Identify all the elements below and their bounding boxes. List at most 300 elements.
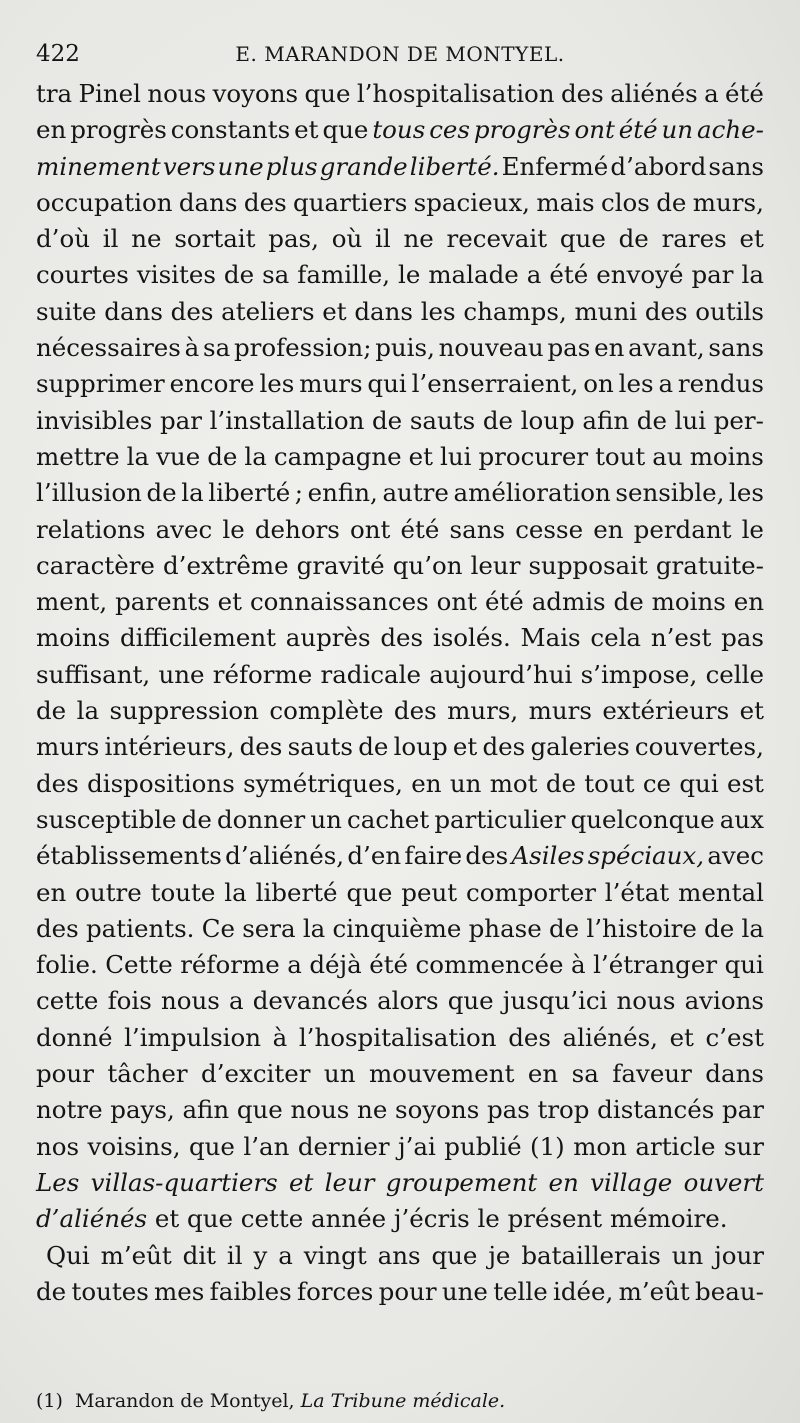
- word: quartiers: [293, 187, 408, 217]
- text-line: [36, 947, 764, 983]
- word: a: [228, 986, 244, 1016]
- italic-word: liberté.: [409, 151, 500, 181]
- word: de: [636, 405, 667, 435]
- text-line: [36, 221, 764, 257]
- word: moins: [36, 623, 111, 653]
- word: nous: [147, 79, 207, 108]
- word: un: [310, 804, 342, 834]
- word: à: [184, 333, 200, 363]
- word: que: [188, 1131, 235, 1161]
- word: ont: [436, 587, 478, 617]
- italic-phrase: d’aliénés: [36, 1204, 148, 1234]
- word: tâcher: [107, 1059, 188, 1089]
- word: de: [358, 732, 389, 762]
- word: été: [400, 514, 440, 544]
- word: cesse: [515, 514, 584, 544]
- word: susceptible: [36, 804, 177, 834]
- text-line: [36, 366, 764, 402]
- word: en: [36, 115, 67, 145]
- word: envoyé: [596, 260, 684, 290]
- word: pays,: [110, 1095, 175, 1125]
- word: sans: [708, 151, 764, 181]
- word: pas: [547, 333, 591, 363]
- word: le: [397, 260, 421, 290]
- word: sortait: [174, 224, 256, 254]
- word: amélioration: [453, 478, 611, 508]
- word: les: [259, 369, 295, 399]
- word: aujourd’hui: [429, 659, 573, 689]
- word: sa: [262, 260, 290, 290]
- word: qui: [724, 950, 764, 980]
- word: pas,: [268, 224, 319, 254]
- word: de: [656, 187, 687, 217]
- word: autre: [382, 478, 449, 508]
- text-line: [36, 112, 764, 148]
- word: la: [224, 877, 247, 907]
- word: on: [583, 369, 614, 399]
- footnote-author: Marandon de Montyel,: [74, 1390, 295, 1412]
- word: jusqu’ici: [502, 986, 608, 1016]
- word: gravité: [296, 550, 385, 580]
- word: des: [239, 732, 283, 762]
- word: symétriques,: [243, 768, 403, 798]
- text-line: [36, 729, 764, 765]
- word: la: [244, 441, 267, 471]
- word: Cette: [105, 950, 173, 980]
- word: en: [411, 768, 442, 798]
- word: beau-: [695, 1276, 764, 1306]
- word: ment,: [36, 587, 108, 617]
- word: en: [593, 514, 624, 544]
- body-text: [36, 76, 764, 1310]
- word: été: [484, 587, 524, 617]
- word: des: [482, 732, 526, 762]
- word: outils: [695, 296, 764, 326]
- word: voisins,: [87, 1131, 181, 1161]
- word: connaissances: [249, 587, 429, 617]
- word: pour: [378, 1276, 437, 1306]
- text-line: [36, 875, 764, 911]
- text-line: [36, 257, 764, 293]
- italic-word: groupement: [385, 1167, 538, 1197]
- word: l’an: [243, 1131, 290, 1161]
- word: devancés: [252, 986, 368, 1016]
- word: sauts: [287, 732, 353, 762]
- word: de: [618, 224, 649, 254]
- text-line: [36, 403, 764, 439]
- word: folie.: [36, 950, 98, 980]
- word: des: [36, 913, 79, 943]
- word: qui: [367, 369, 407, 399]
- word: à: [272, 1022, 288, 1052]
- word: cinquième: [332, 913, 462, 943]
- word: d’où: [36, 224, 91, 254]
- word: mental: [678, 877, 764, 907]
- word: aux: [719, 804, 764, 834]
- word: nous: [160, 986, 220, 1016]
- word: invisibles: [36, 405, 153, 435]
- italic-word: villas-quartiers: [90, 1167, 278, 1197]
- word: été: [369, 950, 409, 980]
- word: notre: [36, 1095, 103, 1125]
- word: dit: [182, 1240, 217, 1270]
- word: article: [635, 1131, 716, 1161]
- word: procurer: [478, 441, 589, 471]
- word: la: [181, 478, 204, 508]
- word: voyons: [212, 79, 299, 108]
- word: supposait: [528, 550, 648, 580]
- word: constants: [170, 115, 291, 145]
- word: pas: [486, 1095, 530, 1125]
- word: des: [243, 187, 287, 217]
- word: alors: [377, 986, 439, 1016]
- word: gratuite-: [655, 550, 764, 580]
- word: des: [380, 623, 424, 653]
- word: quelconque: [570, 804, 715, 834]
- text-line: [36, 1274, 764, 1310]
- word: sa: [203, 333, 231, 363]
- text-run: et que cette année j’écris le présent mémoire.: [147, 1204, 728, 1234]
- word: avant,: [628, 333, 705, 363]
- word: nécessaires: [36, 333, 181, 363]
- text-line: [36, 1056, 764, 1092]
- text-line: [36, 149, 764, 185]
- word: la: [302, 913, 326, 943]
- word: difficilement: [119, 623, 276, 653]
- word: radicale: [320, 659, 421, 689]
- word: murs: [299, 369, 363, 399]
- word: donné: [36, 1022, 113, 1052]
- word: un: [449, 768, 482, 798]
- italic-word: Asiles: [511, 841, 585, 871]
- word: dans: [705, 1059, 764, 1089]
- italic-word: progrès: [473, 115, 571, 145]
- italic-word: une: [217, 151, 264, 181]
- text-line: [36, 911, 764, 947]
- word: j’ai: [398, 1131, 436, 1161]
- word: l’impulsion: [124, 1022, 262, 1052]
- word: malade: [428, 260, 519, 290]
- word: un: [323, 1059, 356, 1089]
- word: et: [669, 1022, 694, 1052]
- italic-word: vers: [162, 151, 216, 181]
- word: patients.: [86, 913, 195, 943]
- word: Mais: [520, 623, 581, 653]
- word: Enfermé: [501, 151, 609, 181]
- word: ce: [642, 768, 672, 798]
- word: de: [545, 768, 576, 798]
- word: moins: [689, 441, 764, 471]
- word: au: [652, 441, 683, 471]
- word: particulier: [434, 804, 566, 834]
- text-line: [36, 512, 764, 548]
- word: qui: [679, 768, 719, 798]
- word: vingt: [303, 1240, 367, 1270]
- italic-word: minement: [36, 151, 161, 181]
- word: Pinel: [78, 79, 141, 108]
- word: l’hospitalisation: [356, 79, 555, 108]
- word: soyons: [395, 1095, 480, 1125]
- italic-word: été: [618, 115, 658, 145]
- word: idée,: [553, 1276, 614, 1306]
- word: murs,: [447, 696, 519, 726]
- word: suppression: [109, 696, 259, 726]
- word: mot: [489, 768, 538, 798]
- word: loup: [393, 732, 448, 762]
- word: que: [431, 1240, 478, 1270]
- text-line: [36, 1165, 764, 1201]
- italic-word: ces: [429, 115, 470, 145]
- word: Qui: [46, 1240, 90, 1270]
- word: pas: [721, 623, 764, 653]
- word: forces: [297, 1276, 374, 1306]
- word: bataillerais: [521, 1240, 661, 1270]
- text-line: [36, 620, 764, 656]
- text-line: [36, 1129, 764, 1165]
- word: publié: [444, 1131, 522, 1161]
- word: outre: [75, 877, 142, 907]
- word: lui: [440, 441, 472, 471]
- word: rares: [661, 224, 727, 254]
- word: phase: [468, 913, 542, 943]
- footnote-marker: (1): [36, 1390, 63, 1412]
- word: complète: [269, 696, 384, 726]
- word: cette: [36, 986, 99, 1016]
- word: mon: [573, 1131, 627, 1161]
- word: liberté: [208, 478, 291, 508]
- word: de: [372, 405, 403, 435]
- word: cachet: [347, 804, 430, 834]
- word: Ce: [201, 913, 235, 943]
- word: que: [559, 224, 606, 254]
- word: réforme: [180, 950, 280, 980]
- word: c’est: [705, 1022, 764, 1052]
- word: a: [704, 79, 719, 108]
- italic-word: leur: [324, 1167, 375, 1197]
- word: et: [294, 115, 319, 145]
- text-line: [36, 584, 764, 620]
- word: m’eût: [618, 1276, 690, 1306]
- word: des: [560, 79, 604, 108]
- word: par: [159, 405, 202, 435]
- word: loup: [520, 405, 575, 435]
- word: ;: [294, 478, 304, 508]
- word: courtes: [36, 260, 129, 290]
- text-line: [36, 838, 764, 874]
- word: ateliers: [221, 296, 315, 326]
- word: de: [181, 804, 212, 834]
- word: suffisant,: [36, 659, 151, 689]
- word: toute: [150, 877, 216, 907]
- word: les: [420, 296, 456, 326]
- word: donner: [217, 804, 306, 834]
- word: qu’on: [392, 550, 463, 580]
- word: nos: [36, 1131, 80, 1161]
- word: toutes: [71, 1276, 149, 1306]
- word: que: [304, 79, 351, 108]
- text-line: [36, 693, 764, 729]
- word: mettre: [36, 441, 120, 471]
- word: des: [465, 841, 509, 871]
- word: extérieurs: [602, 696, 730, 726]
- word: murs: [528, 696, 592, 726]
- word: muni: [574, 296, 638, 326]
- word: perdant: [633, 514, 732, 544]
- word: de: [146, 478, 177, 508]
- word: de: [36, 1276, 67, 1306]
- word: spacieux,: [413, 187, 530, 217]
- word: un: [671, 1240, 704, 1270]
- word: en: [594, 333, 625, 363]
- italic-word: grande: [319, 151, 408, 181]
- word: de: [704, 913, 735, 943]
- word: par: [721, 1095, 764, 1125]
- word: de: [207, 441, 238, 471]
- word: s’impose,: [580, 659, 698, 689]
- word: champs,: [463, 296, 567, 326]
- word: faibles: [209, 1276, 292, 1306]
- word: sera: [242, 913, 296, 943]
- word: moins: [651, 587, 726, 617]
- word: les: [729, 478, 764, 508]
- word: que: [346, 877, 393, 907]
- word: l’enserraient,: [411, 369, 579, 399]
- word: puis,: [375, 333, 435, 363]
- word: les: [618, 369, 654, 399]
- italic-word: un: [661, 115, 694, 145]
- word: sa: [571, 1059, 599, 1089]
- word: progrès: [70, 115, 167, 145]
- word: la: [741, 913, 764, 943]
- word: pour: [36, 1059, 94, 1089]
- italic-word: et: [289, 1167, 314, 1197]
- word: de: [223, 260, 255, 290]
- word: campagne: [273, 441, 402, 471]
- word: des: [170, 296, 214, 326]
- word: couvertes,: [634, 732, 764, 762]
- text-line: [36, 657, 764, 693]
- word: en: [527, 1059, 559, 1089]
- word: leur: [470, 550, 521, 580]
- word: nous: [616, 986, 676, 1016]
- word: l’histoire: [586, 913, 697, 943]
- word: supprimer: [36, 369, 165, 399]
- text-line: [36, 766, 764, 802]
- word: en: [36, 877, 67, 907]
- italic-word: ont: [574, 115, 615, 145]
- word: peut: [401, 877, 458, 907]
- word: lui: [674, 405, 707, 435]
- text-line: [36, 802, 764, 838]
- word: m’eût: [100, 1240, 172, 1270]
- word: que: [447, 986, 494, 1016]
- word: nous: [290, 1095, 350, 1125]
- word: enfin,: [307, 478, 378, 508]
- word: de: [482, 405, 514, 435]
- word: celle: [705, 659, 764, 689]
- word: dans: [354, 296, 413, 326]
- word: comporter: [466, 877, 596, 907]
- word: ne: [357, 1095, 388, 1125]
- word: (1): [530, 1131, 565, 1161]
- word: afin: [182, 1095, 230, 1125]
- word: dispositions: [87, 768, 235, 798]
- word: de: [549, 913, 580, 943]
- word: des: [36, 768, 79, 798]
- word: y: [253, 1240, 268, 1270]
- word: tout: [595, 441, 646, 471]
- word: tout: [584, 768, 635, 798]
- word: d’en: [347, 841, 402, 871]
- word: mais: [536, 187, 595, 217]
- italic-word: ouvert: [683, 1167, 764, 1197]
- word: sauts: [409, 405, 476, 435]
- word: la: [126, 441, 150, 471]
- italic-word: plus: [265, 151, 318, 181]
- word: ne: [131, 224, 162, 254]
- word: a: [287, 950, 302, 980]
- word: déjà: [309, 950, 362, 980]
- word: relations: [36, 514, 146, 544]
- word: mes: [154, 1276, 205, 1306]
- text-line: [36, 185, 764, 221]
- word: galeries: [530, 732, 630, 762]
- word: établissements: [36, 841, 222, 871]
- italic-word: spéciaux,: [587, 841, 705, 871]
- word: il: [226, 1240, 243, 1270]
- word: le: [222, 514, 245, 544]
- word: à: [570, 950, 586, 980]
- word: l’hospitalisation: [298, 1022, 497, 1052]
- word: isolés.: [432, 623, 511, 653]
- word: mouvement: [368, 1059, 515, 1089]
- word: aliénés: [610, 79, 698, 108]
- text-line: [36, 1092, 764, 1128]
- word: été: [725, 79, 764, 108]
- word: faveur: [612, 1059, 692, 1089]
- word: per-: [713, 405, 764, 435]
- word: suite: [36, 296, 97, 326]
- word: et: [739, 224, 764, 254]
- text-line: [36, 1020, 764, 1056]
- word: clos: [600, 187, 650, 217]
- word: en: [733, 587, 764, 617]
- word: ont: [350, 514, 391, 544]
- word: vue: [156, 441, 201, 471]
- italic-word: ache-: [697, 115, 764, 145]
- word: liberté: [255, 877, 338, 907]
- word: rendus: [677, 369, 764, 399]
- word: une: [441, 1276, 488, 1306]
- word: d’abord: [610, 151, 707, 181]
- word: l’installation: [209, 405, 365, 435]
- word: la: [741, 260, 764, 290]
- word: jour: [714, 1240, 764, 1270]
- word: et: [739, 696, 764, 726]
- word: admis: [531, 587, 606, 617]
- word: sans: [708, 333, 764, 363]
- word: de: [36, 696, 67, 726]
- word: avec: [707, 841, 764, 871]
- word: auprès: [285, 623, 371, 653]
- word: l’illusion: [36, 478, 142, 508]
- word: cela: [590, 623, 642, 653]
- word: le: [741, 514, 764, 544]
- word: sur: [723, 1131, 764, 1161]
- word: d’aliénés,: [225, 841, 345, 871]
- word: est: [726, 768, 764, 798]
- text-line: [36, 983, 764, 1019]
